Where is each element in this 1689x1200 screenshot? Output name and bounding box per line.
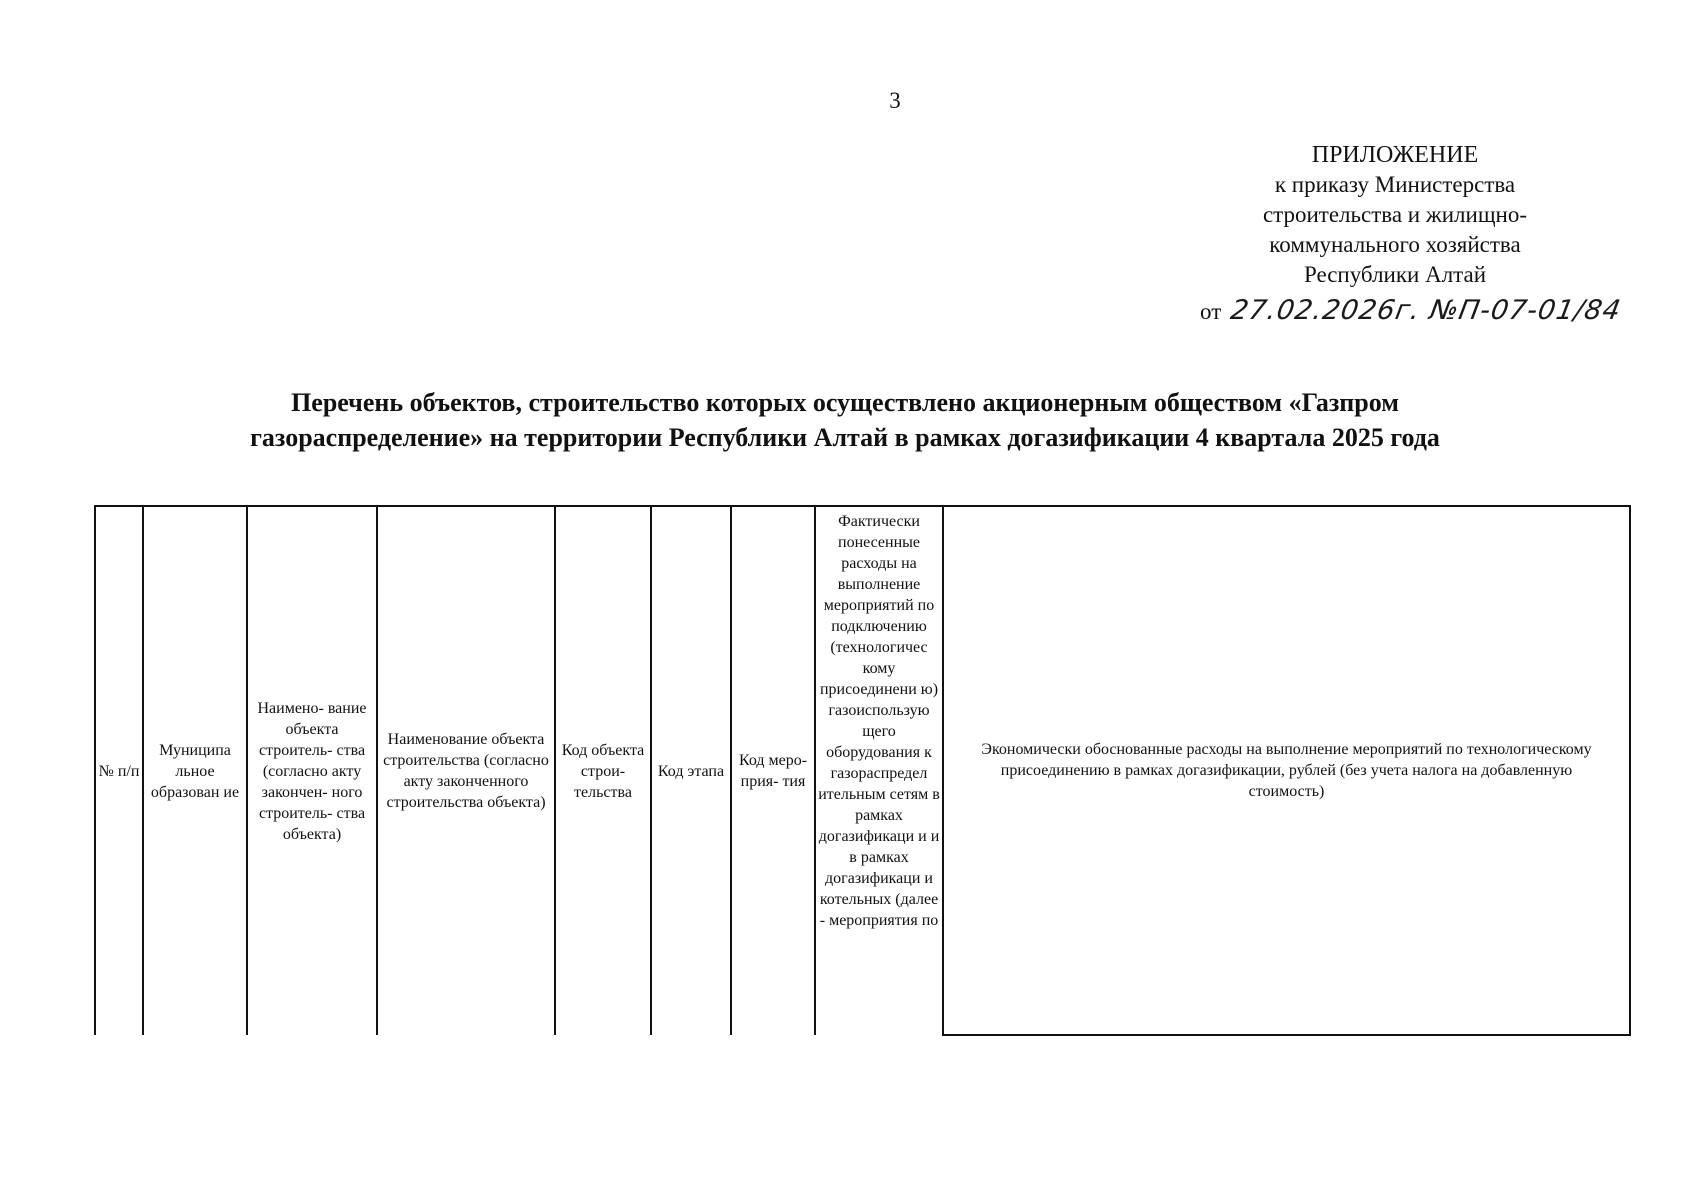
column-header-activity-code: Код меро- прия- тия	[731, 506, 815, 1035]
appendix-line: коммунального хозяйства	[1269, 232, 1521, 257]
objects-table	[94, 505, 1631, 1036]
document-title-line: газораспределение» на территории Республики Алтай в рамках догазификации 4 квартала 2025 года	[250, 423, 1440, 452]
appendix-line: Республики Алтай	[1303, 262, 1487, 287]
appendix-line: строительства и жилищно-	[1262, 202, 1528, 227]
order-prefix: от	[1200, 299, 1222, 324]
column-header-actual-costs: Фактически понесенные расходы на выполнение мероприятий по подключению (технологичес кому присоединени ю) газоиспользую щего оборудования к газораспредел ительным сетям в рамках догазификаци и и в рамках догазификаци и котельных (далее - мероприятия по	[815, 506, 943, 1035]
appendix-heading: ПРИЛОЖЕНИЕ	[1311, 142, 1479, 168]
column-header-stage-code: Код этапа	[651, 506, 731, 1035]
document-title	[150, 385, 1540, 455]
objects-table-wrapper	[94, 505, 1629, 1036]
column-header-municipality: Муниципа льное образован ие	[143, 506, 247, 1035]
column-header-object-code: Код объекта строи- тельства	[555, 506, 651, 1035]
handwritten-order-number: 27.02.2026г. №П-07-01/84	[1228, 295, 1624, 326]
column-header-economic-costs: Экономически обоснованные расходы на выполнение мероприятий по технологическому присоединению в рамках догазификации, рублей (без учета налога на добавленную стоимость)	[943, 506, 1630, 1035]
appendix-block	[1195, 140, 1595, 290]
order-reference	[1200, 295, 1624, 326]
column-header-object-name: Наименование объекта строительства (согласно акту законченного строительства объекта)	[377, 506, 555, 1035]
table-header-row	[95, 506, 1630, 1035]
column-header-object-name-short: Наимено- вание объекта строитель- ства (согласно акту закончен- ного строитель- ства объекта)	[247, 506, 377, 1035]
column-header-number: № п/п	[95, 506, 143, 1035]
page-number: 3	[889, 88, 901, 113]
document-title-line: Перечень объектов, строительство которых осуществлено акционерным обществом «Газпром	[291, 388, 1399, 417]
appendix-line: к приказу Министерства	[1274, 172, 1516, 197]
